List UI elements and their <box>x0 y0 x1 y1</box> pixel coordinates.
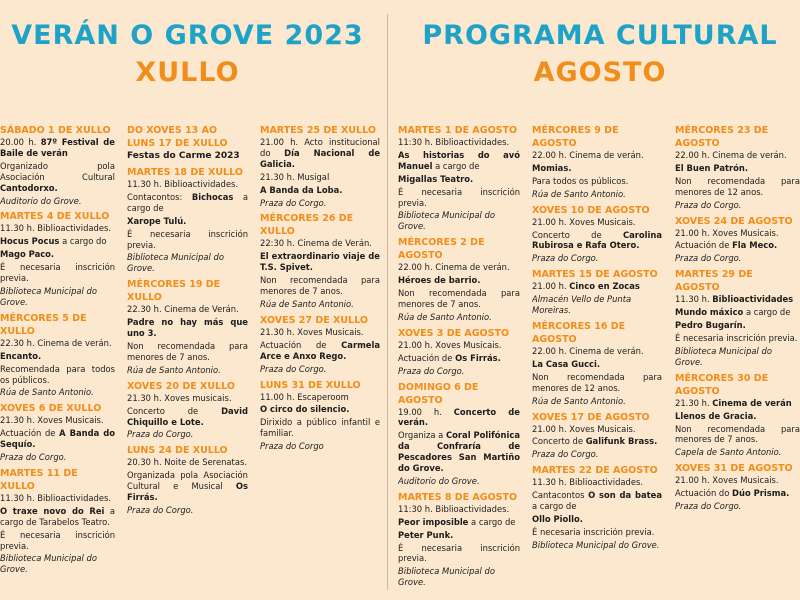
event-text: 21.00 h. Xoves Musicais. <box>532 423 636 434</box>
event-highlight: O circo do silencio. <box>260 404 350 415</box>
event-venue: Rúa de Santo Antonio. <box>0 387 94 398</box>
event-venue: Praza do Corgo. <box>675 253 742 264</box>
event-text: 11.00 h. Escaperoom <box>260 391 349 402</box>
event-line <box>127 393 248 404</box>
event-line <box>532 514 662 525</box>
event-text: 21.00 h. Xoves Musicais. <box>675 227 779 238</box>
event-date: XOVES 27 DE XULLO <box>260 314 368 326</box>
event-text: Non recomendada para menores de 12 anos. <box>675 175 800 197</box>
event-line <box>675 424 800 446</box>
event-line <box>398 504 520 515</box>
column-agosto-3 <box>675 124 800 516</box>
event-entry <box>398 491 520 588</box>
event-text: 21.30 h. Xoves Musicais. <box>0 415 104 426</box>
event-text: 22.30 h. Cinema de verán. <box>0 337 112 348</box>
event-line <box>127 457 248 468</box>
event-line <box>398 430 520 474</box>
header-title-left: VERÁN O GROVE 2023 <box>11 20 364 51</box>
column-agosto-2 <box>532 124 662 555</box>
event-text: É necesaria inscrición previa. <box>0 262 115 284</box>
event-text: Dirixido a público infantil e familiar. <box>260 417 380 439</box>
event-highlight: Cinema de verán <box>712 397 792 408</box>
event-venue: Auditorio do Grove. <box>398 475 480 486</box>
event-text: Non recomendada para menores de 7 anos. <box>127 340 248 362</box>
event-text: a cargo de <box>432 160 480 171</box>
event-highlight: Peter Punk. <box>398 529 454 540</box>
event-line <box>532 281 662 292</box>
event-date: MARTES 4 DE XULLO <box>0 211 110 223</box>
event-text: a cargo de Tarabelos Teatro. <box>0 505 115 527</box>
event-venue: Praza do Corgo. <box>532 253 599 264</box>
event-highlight: Llenos de Gracia. <box>675 410 757 421</box>
event-entry <box>260 314 380 375</box>
event-text: 22.00 h. Cinema de verán. <box>398 262 510 273</box>
event-line <box>0 530 115 552</box>
event-line <box>127 317 248 339</box>
event-highlight: Hocus Pocus <box>0 236 60 247</box>
event-highlight: Xarope Tulú. <box>127 215 187 226</box>
header-month-right: AGOSTO <box>533 57 667 88</box>
event-entry <box>0 467 115 575</box>
event-line <box>0 236 115 247</box>
event-entry <box>398 236 520 323</box>
event-line <box>260 392 380 403</box>
event-line <box>675 294 800 305</box>
event-highlight: Carmela Arce e Anxo Rego. <box>260 339 380 361</box>
event-date: XOVES 24 DE AGOSTO <box>675 215 793 227</box>
event-text: 21.30 h. Xoves musicais. <box>127 392 232 403</box>
event-line <box>0 415 115 426</box>
event-date: MÉRCORES 19 DE XULLO <box>127 279 221 304</box>
event-highlight: Migallas Teatro. <box>398 173 474 184</box>
event-text: 21.00 h. Xoves Musicais. <box>532 216 636 227</box>
event-line <box>260 275 380 297</box>
event-venue: Rúa de Santo Antonio. <box>398 311 492 322</box>
event-text: Organizado pola Asociación Cultural <box>0 160 115 182</box>
event-text: 21.30 h. Xoves Musicais. <box>260 326 364 337</box>
event-text: 21.30 h. <box>675 397 713 408</box>
event-venue: Biblioteca Municipal do Grove. <box>0 285 97 307</box>
event-text: Actuación do <box>675 488 733 499</box>
event-highlight: Biblioactividades <box>712 294 794 305</box>
event-entry <box>0 210 115 307</box>
event-line <box>127 216 248 227</box>
event-text: É necesaria inscrición previa. <box>532 526 655 537</box>
header-month-left: XULLO <box>135 57 240 88</box>
event-text: Actuación de <box>398 352 456 363</box>
event-highlight: Coral Polifónica da Confraría de Pescadores San Martiño do Grove. <box>398 430 520 474</box>
event-venue: Biblioteca Municipal do Grove. <box>675 345 772 367</box>
event-line <box>0 364 115 386</box>
event-entry <box>0 312 115 399</box>
event-line <box>0 161 115 194</box>
event-text: Non recomendada para menores de 7 anos. <box>398 288 520 309</box>
event-venue: Biblioteca Municipal do Grove. <box>398 210 495 232</box>
event-entry <box>260 212 380 309</box>
event-venue: Biblioteca Municipal do Grove. <box>127 252 224 274</box>
event-line <box>260 327 380 338</box>
event-line <box>260 238 380 249</box>
event-line <box>0 351 115 362</box>
event-line <box>0 506 115 528</box>
event-line <box>260 340 380 362</box>
column-xullo-3 <box>260 124 380 456</box>
event-text: Contacontos: <box>127 191 192 202</box>
event-line <box>398 530 520 541</box>
event-text: 11.30 h. Biblioactividades. <box>0 492 112 503</box>
event-venue: Praza do Corgo <box>260 441 324 452</box>
event-venue: Rúa de Santo Antonio. <box>260 298 354 309</box>
event-entry <box>398 327 520 377</box>
event-line <box>127 179 248 190</box>
event-highlight: Galifunk Brass. <box>585 436 658 447</box>
event-line <box>0 137 115 159</box>
event-text: É necesaria inscrición previa. <box>398 186 520 208</box>
event-highlight: El extraordinario viaje de T.S. Spivet. <box>260 251 380 273</box>
event-venue: Rúa de Santo Antonio. <box>532 188 626 199</box>
event-date: XOVES 6 DE XULLO <box>0 403 102 415</box>
event-line <box>675 475 800 486</box>
event-highlight: Dúo Prisma. <box>732 488 790 499</box>
event-line <box>0 338 115 349</box>
event-date: MÉRCORES 9 DE AGOSTO <box>532 125 619 149</box>
event-text: 22.00 h. Cinema de verán. <box>675 150 787 160</box>
event-text: Non recomendada para menores de 7 anos. <box>675 423 800 445</box>
event-text: 11.30 h. <box>675 294 713 305</box>
event-line <box>675 307 800 318</box>
event-line <box>532 424 662 435</box>
event-entry <box>532 464 662 550</box>
event-venue: Praza do Corgo. <box>675 501 742 512</box>
event-text: 11:30 h. Biblioactividades. <box>398 503 510 514</box>
event-date: XOVES 3 DE AGOSTO <box>398 327 510 339</box>
event-highlight: Fla Meco. <box>732 240 778 251</box>
event-line <box>0 493 115 504</box>
event-highlight: Encanto. <box>0 350 42 361</box>
event-line <box>532 150 662 161</box>
event-line <box>532 477 662 488</box>
header-title-right: PROGRAMA CULTURAL <box>422 20 778 51</box>
event-highlight: El Buen Patrón. <box>675 162 749 173</box>
event-line <box>127 192 248 214</box>
event-text: 11:30 h. Biblioactividades. <box>398 137 510 147</box>
event-line <box>0 249 115 260</box>
column-xullo-2 <box>127 124 248 520</box>
header-agosto <box>400 20 800 92</box>
event-line <box>127 470 248 503</box>
event-highlight: Pedro Bugarín. <box>675 320 746 331</box>
event-text: 20.00 h. <box>0 137 41 147</box>
event-venue: Rúa de Santo Antonio. <box>127 364 221 375</box>
event-highlight: La Casa Gucci. <box>532 358 601 369</box>
event-line <box>398 288 520 310</box>
event-text: 21.00 h. <box>532 281 570 292</box>
event-highlight: Mundo máxico <box>675 307 744 318</box>
event-line <box>0 262 115 284</box>
event-text: Organizada pola Asociación Cultural e Musical <box>127 470 248 492</box>
event-text: Concerto de <box>532 436 586 447</box>
event-entry <box>0 124 115 206</box>
event-highlight: Bichocas <box>191 191 234 202</box>
event-highlight: David Chiquillo e Lote. <box>127 405 248 427</box>
event-line <box>260 417 380 439</box>
event-line <box>675 176 800 198</box>
event-highlight: Carolina Rubirosa e Rafa Otero. <box>532 229 662 251</box>
event-date: MARTES 1 DE AGOSTO <box>398 125 518 136</box>
event-entry <box>127 278 248 375</box>
event-text: a cargo de <box>468 516 516 527</box>
event-highlight: A Banda da Loba. <box>260 184 343 195</box>
event-text: Para todos os públicos. <box>532 175 629 186</box>
event-text: É necesaria inscrición previa. <box>398 542 520 564</box>
event-subtitle: Festas do Carme 2023 <box>127 151 240 161</box>
event-line <box>532 527 662 538</box>
event-date: MÉRCORES 30 DE AGOSTO <box>675 372 769 397</box>
event-venue: Almacén Vello de Punta Moreiras. <box>532 294 632 316</box>
event-line <box>260 251 380 273</box>
event-highlight: Cinco en Zocas <box>569 281 640 292</box>
event-line <box>532 490 662 512</box>
event-text: Concerto de <box>532 229 623 240</box>
event-line <box>398 187 520 209</box>
event-line <box>398 517 520 528</box>
event-entry <box>0 402 115 463</box>
event-entry <box>675 215 800 265</box>
event-venue: Rúa de Santo Antonio. <box>532 395 626 406</box>
event-highlight: Mago Paco. <box>0 249 55 260</box>
event-highlight: Padre no hay más que uno 3. <box>127 317 248 339</box>
event-text: Concerto de <box>127 405 222 416</box>
event-line <box>675 488 800 499</box>
header-xullo <box>0 20 375 92</box>
event-text: 21.30 h. Musigal <box>260 171 330 182</box>
event-text: 21.00 h. Acto institucional do <box>260 137 380 158</box>
event-venue: Biblioteca Municipal do Grove. <box>398 566 495 588</box>
event-entry <box>398 124 520 232</box>
event-entry <box>532 411 662 461</box>
event-highlight: Os Firrás. <box>127 481 248 503</box>
event-text: Cantacontos <box>532 490 589 501</box>
event-highlight: Ollo Piollo. <box>532 513 583 524</box>
event-date: MÉRCORES 2 DE AGOSTO <box>398 237 485 262</box>
event-entry <box>127 166 248 274</box>
event-highlight: Peor imposible <box>398 516 469 527</box>
event-entry <box>675 268 800 367</box>
event-text: 21.00 h. Xoves Musicais. <box>675 475 779 486</box>
event-date: XOVES 10 DE AGOSTO <box>532 204 650 216</box>
event-text: Organiza a <box>398 430 447 441</box>
event-entry <box>532 124 662 200</box>
event-line <box>675 411 800 422</box>
event-venue: Capela de Santo Antonio. <box>675 447 782 458</box>
event-text: a cargo do <box>59 236 107 247</box>
event-line <box>398 150 520 172</box>
event-venue: Praza do Corgo. <box>127 504 194 515</box>
event-text: 19.00 h. <box>398 406 454 417</box>
event-date: MÉRCORES 16 DE AGOSTO <box>532 320 626 345</box>
event-text: 21.00 h. Xoves Musicais. <box>398 339 502 350</box>
event-venue: Praza do Corgo. <box>260 363 327 374</box>
event-highlight: Os Firrás. <box>455 352 501 363</box>
event-line <box>127 304 248 315</box>
event-highlight: Cantodorxo. <box>0 182 58 193</box>
event-entry <box>127 380 248 441</box>
event-date: MARTES 11 DE XULLO <box>0 467 78 492</box>
event-entry <box>260 379 380 453</box>
event-date: MÉRCORES 26 DE XULLO <box>260 213 354 238</box>
event-entry <box>532 204 662 265</box>
event-text: Non recomendada para menores de 12 anos. <box>532 371 662 393</box>
event-line <box>675 150 800 161</box>
event-text: Non recomendada para menores de 7 anos. <box>260 275 380 297</box>
event-line <box>127 229 248 251</box>
event-text: 11.30 h. Biblioactividades. <box>532 477 644 488</box>
event-highlight: O traxe novo do Rei <box>0 505 105 516</box>
event-highlight: Día Nacional de Galicia. <box>260 147 380 169</box>
event-text: a cargo de <box>532 501 577 512</box>
event-line <box>398 353 520 364</box>
event-line <box>260 172 380 183</box>
event-highlight: O son da batea <box>588 490 662 501</box>
event-text: Recomendada para todos os públicos. <box>0 363 115 385</box>
event-line <box>260 137 380 170</box>
event-line <box>532 346 662 357</box>
event-entry <box>675 372 800 459</box>
event-line <box>675 163 800 174</box>
event-line <box>0 223 115 234</box>
event-line <box>532 372 662 394</box>
event-line <box>127 341 248 363</box>
event-text: a cargo de <box>743 307 791 318</box>
event-date: MARTES 18 DE XULLO <box>127 167 243 178</box>
event-line <box>532 217 662 228</box>
event-line <box>398 262 520 273</box>
event-highlight: A Banda do Sequío. <box>0 428 115 450</box>
event-text: Actuación de <box>260 339 342 350</box>
event-line <box>532 436 662 447</box>
event-line <box>127 406 248 428</box>
event-text: 11.30 h. Biblioactividades. <box>0 223 112 234</box>
event-venue: Praza do Corgo. <box>398 365 465 376</box>
event-entry <box>532 268 662 316</box>
event-text: 20.30 h. Noite de Serenatas. <box>127 457 247 468</box>
event-venue: Praza do Corgo. <box>260 197 327 208</box>
event-venue: Praza do Corgo. <box>532 449 599 460</box>
event-entry <box>675 462 800 512</box>
event-line <box>675 228 800 239</box>
event-entry <box>127 124 248 162</box>
event-text: 22:30 h. Cinema de Verán. <box>260 238 372 249</box>
event-highlight: Héroes de barrio. <box>398 275 481 286</box>
event-entry <box>260 124 380 208</box>
event-line <box>398 275 520 286</box>
event-date: MARTES 15 DE AGOSTO <box>532 269 658 281</box>
event-text: É necesaria inscrición previa. <box>127 228 248 250</box>
event-entry <box>532 320 662 407</box>
event-line <box>532 359 662 370</box>
event-text: a cargo de <box>127 191 248 213</box>
event-text: Actuación de <box>0 428 60 439</box>
event-venue: Biblioteca Municipal do Grove. <box>0 553 97 575</box>
event-line <box>398 407 520 429</box>
column-divider <box>387 14 388 590</box>
event-text: Actuación de <box>675 240 733 251</box>
event-entry <box>398 381 520 487</box>
event-date: XOVES 17 DE AGOSTO <box>532 411 650 423</box>
event-venue: Praza do Corgo. <box>675 199 742 210</box>
event-highlight: Concerto de verán. <box>398 406 520 428</box>
event-date: MÉRCORES 23 DE AGOSTO <box>675 125 769 149</box>
column-agosto-1 <box>398 124 520 592</box>
event-date: MÉRCORES 5 DE XULLO <box>0 312 87 337</box>
event-highlight: 87º Festival de Baile de verán <box>0 137 115 158</box>
event-date: LUNS 31 DE XULLO <box>260 379 361 391</box>
event-line <box>675 240 800 251</box>
event-line <box>675 398 800 409</box>
event-line <box>532 230 662 252</box>
event-line <box>398 543 520 565</box>
event-date: DO XOVES 13 AO LUNS 17 DE XULLO <box>127 125 228 149</box>
event-date: MARTES 8 DE AGOSTO <box>398 491 518 503</box>
event-line <box>675 320 800 331</box>
event-date: SÁBADO 1 DE XULLO <box>0 125 111 136</box>
event-venue: Praza do Corgo. <box>0 452 67 463</box>
event-entry <box>127 444 248 516</box>
event-line <box>260 404 380 415</box>
event-line <box>532 163 662 174</box>
event-line <box>260 185 380 196</box>
event-venue: Auditorio do Grove. <box>0 195 82 206</box>
event-date: MARTES 22 DE AGOSTO <box>532 465 658 477</box>
event-line <box>398 174 520 185</box>
column-xullo-1 <box>0 124 115 579</box>
event-line <box>398 137 520 148</box>
event-line <box>675 333 800 344</box>
event-text: 22.00 h. Cinema de verán. <box>532 150 644 160</box>
event-text: 22.00 h. Cinema de verán. <box>532 345 644 356</box>
event-text: É necesaria inscrición previa. <box>0 529 115 551</box>
event-date: MARTES 25 DE XULLO <box>260 125 376 136</box>
event-venue: Biblioteca Municipal do Grove. <box>532 539 660 550</box>
event-venue: Praza do Corgo. <box>127 429 194 440</box>
event-line <box>532 176 662 187</box>
event-highlight: Momias. <box>532 162 572 173</box>
event-date: XOVES 20 DE XULLO <box>127 380 235 392</box>
event-text: 22.30 h. Cinema de Verán. <box>127 304 239 315</box>
event-text: 11.30 h. Biblioactividades. <box>127 179 239 189</box>
event-highlight: As historias do avó Manuel <box>398 149 520 171</box>
event-date: XOVES 31 DE AGOSTO <box>675 463 793 475</box>
event-line <box>0 428 115 450</box>
event-date: DOMINGO 6 DE AGOSTO <box>398 381 479 406</box>
event-text: É necesaria inscrición previa. <box>675 332 798 343</box>
event-date: LUNS 24 DE XULLO <box>127 445 228 457</box>
event-date: MARTES 29 DE AGOSTO <box>675 269 753 294</box>
event-line <box>398 340 520 351</box>
event-entry <box>675 124 800 211</box>
